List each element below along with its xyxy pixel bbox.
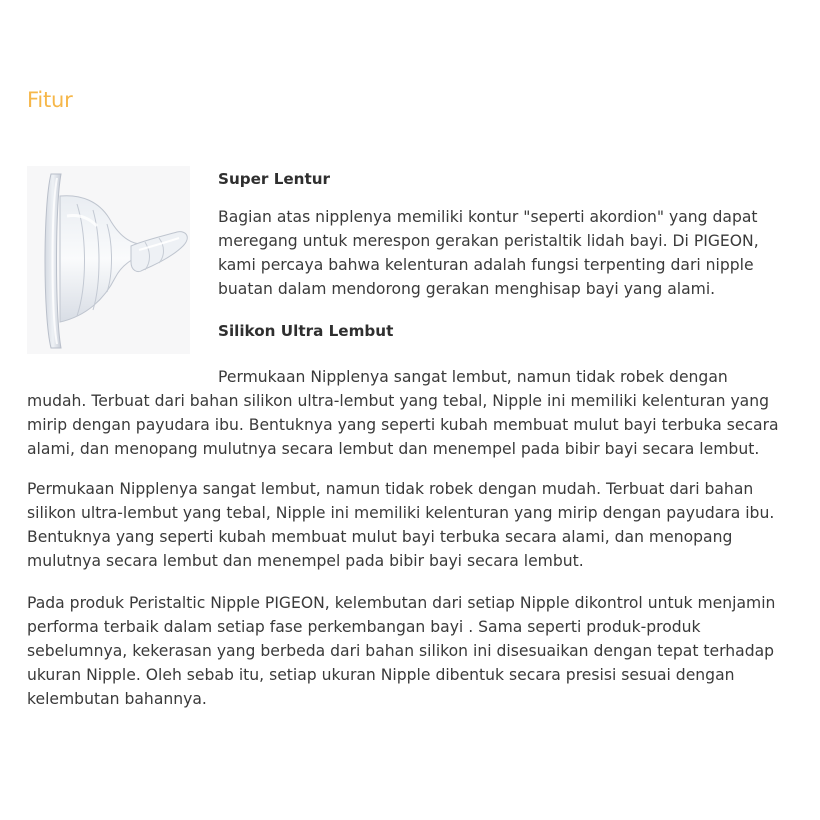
feature-2-body: Permukaan Nipplenya sangat lembut, namun tidak robek dengan mudah. Terbuat dari bahan silikon ultra-lembut yang tebal, Nipple ini memiliki kelenturan yang mirip dengan payudara ibu. Bentuknya yang seperti kubah membuat mulut bayi terbuka secara alami, dan menopang mulutnya secara lembut dan menempel pada bibir bayi secara lembut. [27,368,779,458]
paragraph-final: Pada produk Peristaltic Nipple PIGEON, kelembutan dari setiap Nipple dikontrol untuk menjamin performa terbaik dalam setiap fase perkembangan bayi . Sama seperti produk-produk sebelumnya, kekerasan yang berbeda dari bahan silikon ini disesuaikan dengan tepat terhadap ukuran Nipple. Oleh sebab itu, setiap ukuran Nipple dibentuk secara presisi sesuai dengan kelembutan bahannya. [27,594,776,708]
feature-content [27,166,797,711]
feature-1-block [218,167,797,343]
section-title: Fitur [27,88,73,112]
feature-2-title: Silikon Ultra Lembut [218,322,394,340]
feature-1-body: Bagian atas nipplenya memiliki kontur "seperti akordion" yang dapat meregang untuk merespon gerakan peristaltik lidah bayi. Di PIGEON, kami percaya bahwa kelenturan adalah fungsi terpenting dari nipple buatan dalam mendorong gerakan menghisap bayi yang alami. [218,208,759,298]
feature-1-title: Super Lentur [218,170,331,188]
paragraph-repeat: Permukaan Nipplenya sangat lembut, namun tidak robek dengan mudah. Terbuat dari bahan silikon ultra-lembut yang tebal, Nipple ini memiliki kelenturan yang mirip dengan payudara ibu. Bentuknya yang seperti kubah membuat mulut bayi terbuka secara alami, dan menopang mulutnya secara lembut dan menempel pada bibir bayi secara lembut. [27,480,775,570]
